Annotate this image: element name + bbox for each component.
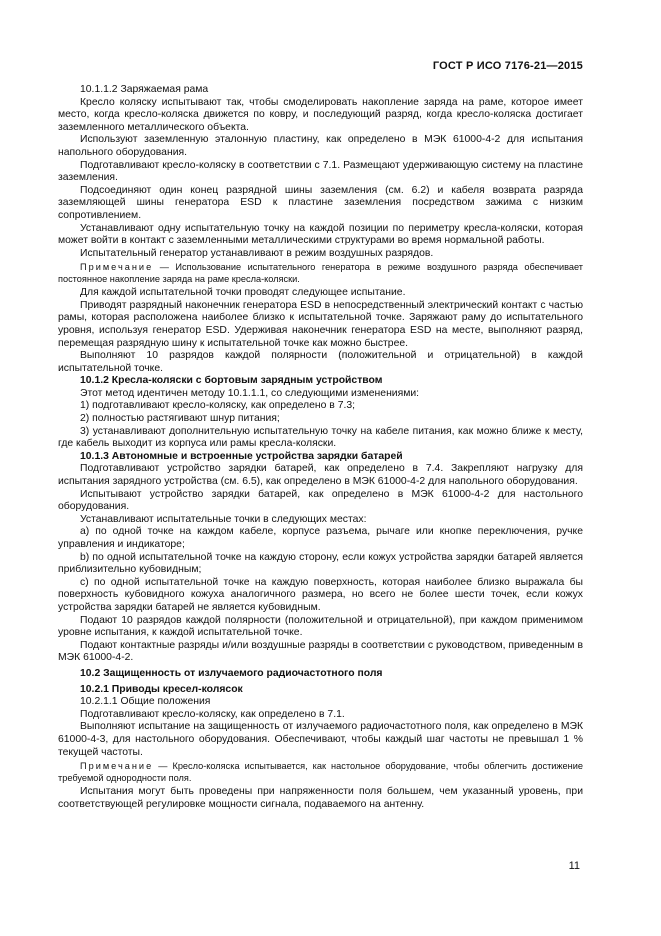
paragraph: Кресло коляску испытывают так, чтобы смоделировать накопление заряда на раме, которое имеет место, когда кресло-коляска движется по ковру, и последующий разряд, когда кресло-коляска достигает заземленного металлического объекта. [58, 96, 583, 133]
paragraph: Подают 10 разрядов каждой полярности (положительной и отрицательной), при каждом применимом уровне испытания, к каждой испытательной точке. [58, 614, 583, 639]
paragraph: Испытательный генератор устанавливают в режим воздушных разрядов. [80, 247, 434, 259]
list-item: c) по одной испытательной точке на каждую поверхность, которая наиболее близко выражала бы поверхность кубовидного кожуха аналогичного размера, но всего не более шести точек, если кожух устройства зарядки батарей не является кубовидным. [58, 576, 583, 613]
paragraph: Выполняют 10 разрядов каждой полярности (положительной и отрицательной) в каждой испытательной точке. [58, 350, 583, 374]
paragraph: Для каждой испытательной точки проводят следующее испытание. [80, 287, 406, 299]
paragraph: Этот метод идентичен методу 10.1.1.1, со следующими изменениями: [80, 387, 420, 399]
paragraph: Подсоединяют один конец разрядной шины заземления (см. 6.2) и кабеля возврата разряда заземляющей шины генератора ESD к пластине заземления посредством зажима с низким сопротивлением. [58, 184, 583, 221]
standard-designation: ГОСТ Р ИСО 7176-21—2015 [432, 60, 583, 72]
paragraph: Устанавливают одну испытательную точку на каждой позиции по периметру кресла-коляски, которая может войти в контакт с заземленными металлическими структурами во время нормальной работы. [58, 222, 583, 247]
paragraph: Устанавливают испытательные точки в следующих местах: [80, 513, 367, 525]
list-item: 1) подготавливают кресло-коляску, как определено в 7.3; [80, 400, 356, 412]
clause-10-2-1-heading: 10.2.1 Приводы кресел-колясок [80, 683, 243, 695]
note-label: Примечание [80, 761, 154, 772]
note-text: — Использование испытательного генератора в режиме воздушного разряда обеспечивает постоянное накопление заряда на раме кресла-коляски. [58, 262, 584, 284]
note-text: — Кресло-коляска испытывается, как настольное оборудование, чтобы облегчить достижение требуемой однородности поля. [58, 761, 583, 783]
clause-10-2-1-1-heading: 10.2.1.1 Общие положения [80, 696, 211, 708]
paragraph: Выполняют испытание на защищенность от излучаемого радиочастотного поля, как определено в МЭК 61000-4-3, для настольного оборудования. Обеспечивают, чтобы каждый шаг частоты не превышал 1 % текущей частоты. [58, 721, 583, 758]
paragraph: Подают контактные разряды и/или воздушные разряды в соответствии с руководством, приведенным в МЭК 61000-4-2. [58, 639, 583, 664]
clause-10-1-3-heading: 10.1.3 Автономные и встроенные устройства зарядки батарей [80, 450, 403, 462]
page-number: 11 [568, 860, 580, 872]
note-label: Примечание [80, 262, 154, 273]
document-body [58, 84, 583, 811]
list-item: 3) устанавливают дополнительную испытательную точку на кабеле питания, как можно ближе к месту, где кабель выходит из корпуса или рамы кресла-коляски. [58, 425, 583, 450]
paragraph: Приводят разрядный наконечник генератора ESD в непосредственный электрический контакт с частью рамы, которая расположена наиболее близко к испытательной точке. Заряжают раму до испытательного уровня, используя генератор ESD. Удерживая наконечник генератора ESD на месте, выполняют разряд, перемещая разрядную шину к испытательной точке как можно быстрее. [58, 299, 583, 349]
paragraph: Подготавливают кресло-коляску, как определено в 7.1. [80, 708, 345, 720]
paragraph: Используют заземленную эталонную пластину, как определено в МЭК 61000-4-2 для испытания напольного оборудования. [58, 134, 583, 158]
list-item: а) по одной точке на каждом кабеле, корпусе разъема, рычаге или кнопке переключения, ручке управления и индикаторе; [58, 526, 583, 550]
paragraph: Подготавливают кресло-коляску в соответствии с 7.1. Размещают удерживающую систему на пластине заземления. [58, 159, 583, 184]
note [58, 262, 583, 285]
list-item: b) по одной испытательной точке на каждую сторону, если кожух устройства зарядки батарей является приблизительно кубовидным; [58, 551, 583, 576]
clause-10-1-1-2-heading: 10.1.1.2 Заряжаемая рама [80, 84, 209, 95]
paragraph: Испытывают устройство зарядки батарей, как определено в МЭК 61000-4-2 для настольного оборудования. [58, 488, 583, 513]
list-item: 2) полностью растягивают шнур питания; [80, 413, 280, 425]
clause-10-1-2-heading: 10.1.2 Кресла-коляски с бортовым зарядным устройством [80, 375, 383, 387]
paragraph: Испытания могут быть проведены при напряженности поля большем, чем указанный уровень, при соответствующей регулировке мощности сигнала, подаваемого на антенну. [58, 785, 583, 810]
note [58, 761, 583, 784]
paragraph: Подготавливают устройство зарядки батарей, как определено в 7.4. Закрепляют нагрузку для испытания зарядного устройства (см. 6.5), как определено в МЭК 61000-4-2 для напольного оборудования. [58, 463, 583, 488]
clause-10-2-heading: 10.2 Защищенность от излучаемого радиочастотного поля [80, 667, 383, 679]
